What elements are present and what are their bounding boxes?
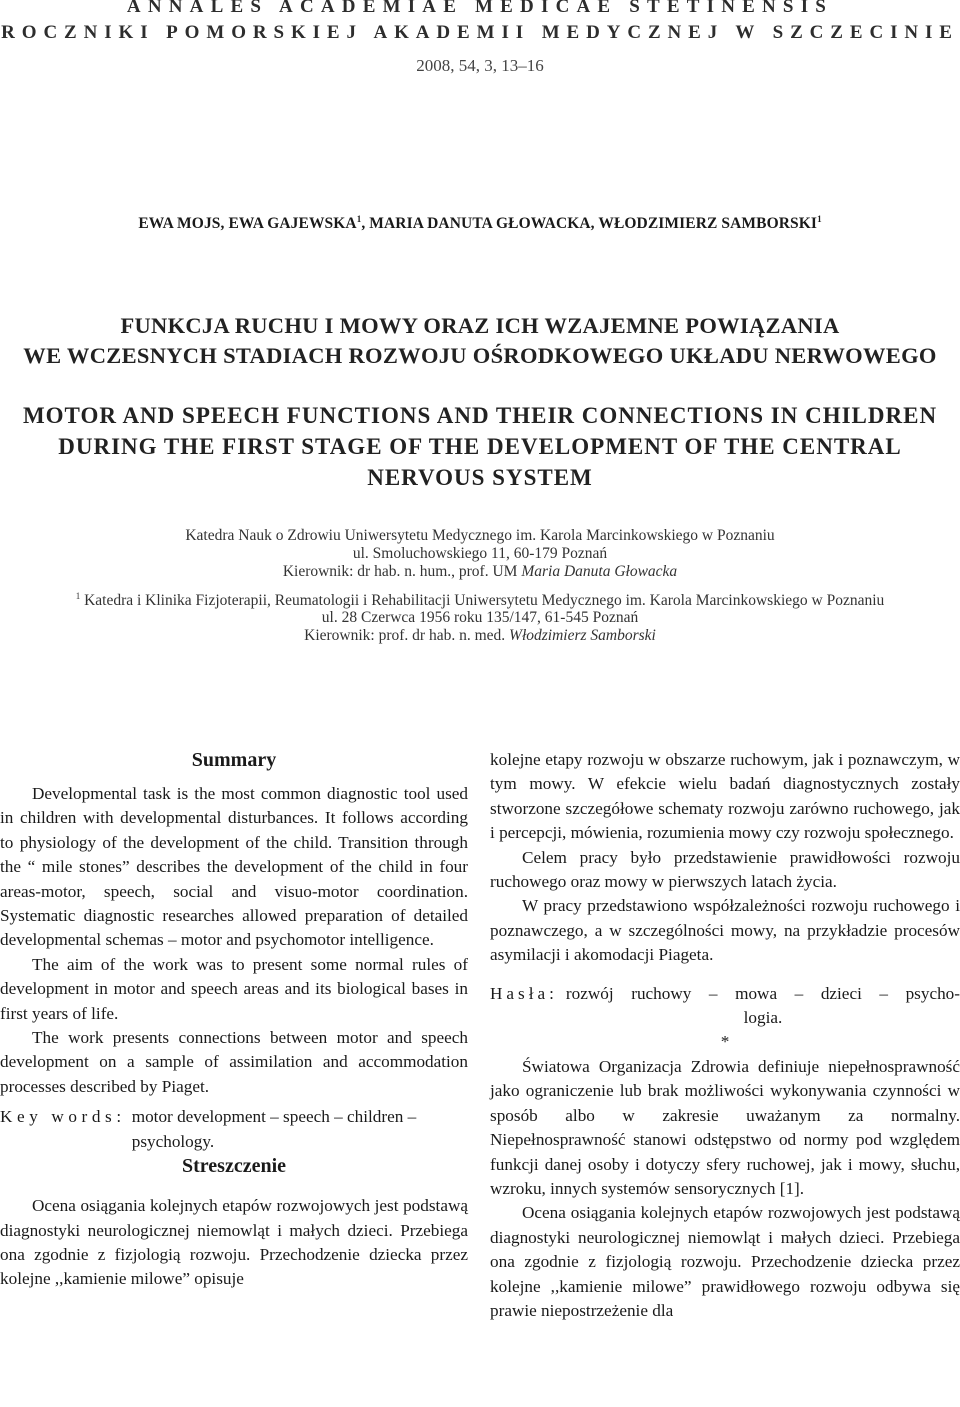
streszczenie-paragraph-1: Ocena osiągania kolejnych etapów rozwojowych jest podstawą diagnostyki neurologicznej niemowląt i małych dzieci. Przebiega ona zgodnie z fizjologią rozwoju. Przechodzenie dziecka przez kolejne ,,kamienie milowe” opisuje bbox=[0, 1196, 468, 1289]
body-paragraph-4: Światowa Organizacja Zdrowia definiuje niepełnosprawność jako ograniczenie lub brak możliwości wykonywania czynności w sposób albo w zakresie uważanym za normalny. Niepełnosprawność stanowi odstępstwo od normy pod względem funkcji danej osoby i dotyczy sfery ruchowej, jak i mowy, słuchu, wzroku, innych systemów sensorycznych [1]. bbox=[490, 1056, 960, 1198]
journal-name-polish: ROCZNIKI POMORSKIEJ AKADEMII MEDYCZNEJ W SZCZECINIE bbox=[1, 22, 959, 43]
authors bbox=[0, 214, 960, 233]
summary-paragraph-2: The aim of the work was to present some normal rules of development in motor and speech areas and its biological bases in first years of life. bbox=[0, 954, 468, 1023]
left-column bbox=[0, 748, 468, 1292]
affiliation-1-head-name: Maria Danuta Głowacka bbox=[521, 563, 678, 580]
affiliation-2-head-role: Kierownik: prof. dr hab. n. med. bbox=[304, 627, 510, 644]
body-paragraph-2: Celem pracy było przedstawienie prawidłowości rozwoju ruchowego oraz mowy w pierwszych latach życia. bbox=[490, 847, 960, 892]
journal-name-latin: ANNALES ACADEMIAE MEDICAE STETINENSIS bbox=[126, 0, 834, 17]
keywords-pl-line-1: rozwój ruchowy – mowa – dzieci – psycho- bbox=[565, 983, 960, 1003]
title-pl-line-1: FUNKCJA RUCHU I MOWY ORAZ ICH WZAJEMNE POWIĄZANIA bbox=[120, 313, 840, 338]
affiliation-2-line-3 bbox=[0, 627, 960, 645]
affiliation-2-line-1 bbox=[0, 591, 960, 610]
streszczenie-heading: Streszczenie bbox=[181, 1155, 287, 1178]
keywords-label: Key words: bbox=[0, 1107, 126, 1127]
keywords-pl-label: Hasła: bbox=[490, 983, 558, 1003]
title-pl-line-2: WE WCZESNYCH STADIACH ROZWOJU OŚRODKOWEGO UKŁADU NERWOWEGO bbox=[23, 343, 937, 368]
title-en-line-2: DURING THE FIRST STAGE OF THE DEVELOPMENT OF THE CENTRAL bbox=[58, 434, 902, 459]
affiliation-2-line-2: ul. 28 Czerwca 1956 roku 135/147, 61-545 Poznań bbox=[321, 609, 639, 626]
citation: 2008, 54, 3, 13–16 bbox=[416, 56, 544, 75]
summary-paragraph-1: Developmental task is the most common diagnostic tool used in children with developmental disturbances. It follows according to physiology of the development of the child. Transition through the “ mile stones” describes the development of the child in four areas-motor, speech, social and visuo-motor coordination. Systematic diagnostic researches allowed preparation of detailed developmental schemas – motor and psychomotor intelligence. bbox=[0, 784, 468, 950]
right-column bbox=[490, 748, 960, 1323]
affiliation-2-head-name: Włodzimierz Samborski bbox=[509, 627, 656, 644]
body-paragraph-3: W pracy przedstawiono współzależności rozwoju ruchowego i poznawczego, a w szczególności mowy, na przykładzie procesów asymilacji i akomodacji Piageta. bbox=[490, 896, 960, 965]
body-paragraph-5: Ocena osiągania kolejnych etapów rozwojowych jest podstawą diagnostyki neurologicznej niemowląt i małych dzieci. Przebiega ona zgodnie z fizjologią rozwoju. Przechodzenie dziecka przez kolejne ,,kamienie milowe” prawidłowego rozwoju odbywa się prawie niepostrzeżenie dla bbox=[490, 1203, 960, 1320]
affiliation-mark: 1 bbox=[356, 214, 362, 224]
keywords-pl bbox=[490, 982, 960, 1031]
keywords bbox=[0, 1105, 468, 1154]
affiliation-1-line-1: Katedra Nauk o Zdrowiu Uniwersytetu Medycznego im. Karola Marcinkowskiego w Poznaniu bbox=[185, 527, 775, 544]
affiliation-2-name: Katedra i Klinika Fizjoterapii, Reumatologii i Rehabilitacji Uniwersytetu Medycznego im. Karola Marcinkowskiego w Poznaniu bbox=[80, 592, 885, 610]
summary-heading: Summary bbox=[191, 749, 277, 771]
affiliation-1-line-3 bbox=[0, 563, 960, 581]
author-group-2: , MARIA DANUTA GŁOWACKA, WŁODZIMIERZ SAMBORSKI bbox=[361, 215, 818, 233]
affiliation-mark: 1 bbox=[75, 591, 81, 601]
body-paragraph-1: kolejne etapy rozwoju w obszarze ruchowym, jak i poznawczym, w tym mowy. W efekcie wielu badań diagnostycznych zostały stworzone szczegółowe schematy rozwoju zarówno ruchowego, jak i percepcji, mówienia, rozumienia mowy czy rozwoju społecznego. bbox=[490, 750, 960, 843]
affiliation-1-line-2: ul. Smoluchowskiego 11, 60-179 Poznań bbox=[352, 545, 608, 562]
keywords-pl-text bbox=[566, 982, 960, 1031]
author-group-1: EWA MOJS, EWA GAJEWSKA bbox=[138, 215, 357, 233]
keywords-text: motor development – speech – children – psychology. bbox=[131, 1107, 417, 1151]
affiliation-mark: 1 bbox=[817, 214, 822, 224]
title-en-line-3: NERVOUS SYSTEM bbox=[367, 465, 593, 490]
keywords-pl-line-2: logia. bbox=[743, 1008, 783, 1028]
summary-paragraph-3: The work presents connections between motor and speech development on a sample of assimilation and accommodation processes described by Piaget. bbox=[0, 1028, 468, 1096]
section-separator: * bbox=[720, 1032, 730, 1052]
affiliation-1-head-role: Kierownik: dr hab. n. hum., prof. UM bbox=[282, 563, 522, 580]
title-en-line-1: MOTOR AND SPEECH FUNCTIONS AND THEIR CONNECTIONS IN CHILDREN bbox=[22, 403, 938, 428]
